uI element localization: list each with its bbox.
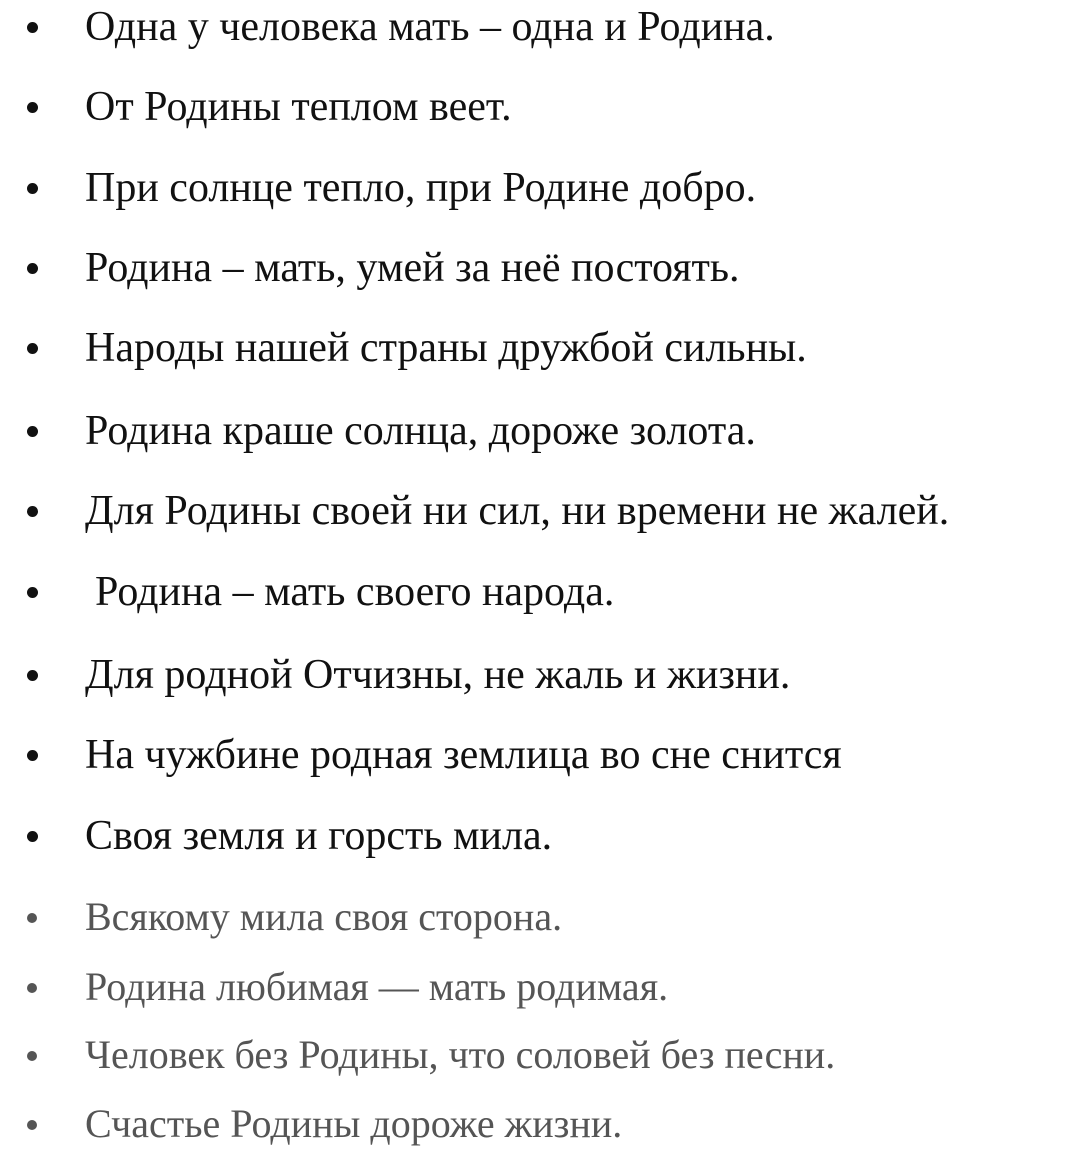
proverb-text: Человек без Родины, что соловей без песни. [85, 1032, 836, 1077]
proverb-text: Счастье Родины дороже жизни. [85, 1101, 623, 1146]
list-item [0, 887, 1067, 947]
bullet-icon [27, 426, 38, 437]
list-item [0, 1025, 1067, 1085]
bullet-icon [27, 22, 38, 33]
proverb-text: Всякому мила своя сторона. [85, 894, 563, 939]
list-item [0, 481, 1067, 541]
proverb-text: Народы нашей страны дружбой сильны. [85, 325, 807, 371]
bullet-icon [27, 183, 38, 194]
bullet-icon [27, 263, 38, 274]
list-item [0, 562, 1067, 622]
bullet-icon [27, 506, 38, 517]
bullet-icon [27, 102, 38, 113]
bullet-icon [27, 750, 38, 761]
bullet-icon [27, 913, 37, 923]
proverb-text: Одна у человека мать – одна и Родина. [85, 4, 775, 50]
bullet-icon [27, 670, 38, 681]
list-item [0, 1094, 1067, 1154]
bullet-icon [27, 343, 38, 354]
proverb-text: Родина – мать, умей за неё постоять. [85, 245, 740, 291]
bullet-icon [27, 1051, 37, 1061]
proverb-text: Родина любимая — мать родимая. [85, 964, 669, 1009]
proverb-text: Своя земля и горсть мила. [85, 813, 553, 859]
bullet-icon [27, 1120, 37, 1130]
list-item [0, 238, 1067, 298]
bullet-icon [27, 983, 37, 993]
proverb-text: От Родины теплом веет. [85, 84, 512, 130]
proverb-text: При солнце тепло, при Родине добро. [85, 165, 757, 211]
list-item [0, 645, 1067, 705]
list-item [0, 957, 1067, 1017]
proverb-text: Для Родины своей ни сил, ни времени не жалей. [85, 488, 950, 534]
proverb-text: Родина краше солнца, дороже золота. [85, 408, 756, 454]
list-item [0, 0, 1067, 57]
bullet-icon [27, 831, 38, 842]
bullet-icon [27, 587, 38, 598]
proverb-text: Для родной Отчизны, не жаль и жизни. [85, 652, 791, 698]
list-item [0, 158, 1067, 218]
list-item [0, 401, 1067, 461]
list-item [0, 77, 1067, 137]
proverb-text: Родина – мать своего народа. [95, 569, 615, 615]
list-item [0, 725, 1067, 785]
list-item [0, 806, 1067, 866]
list-item [0, 318, 1067, 378]
proverb-text: На чужбине родная землица во сне снится [85, 732, 842, 778]
